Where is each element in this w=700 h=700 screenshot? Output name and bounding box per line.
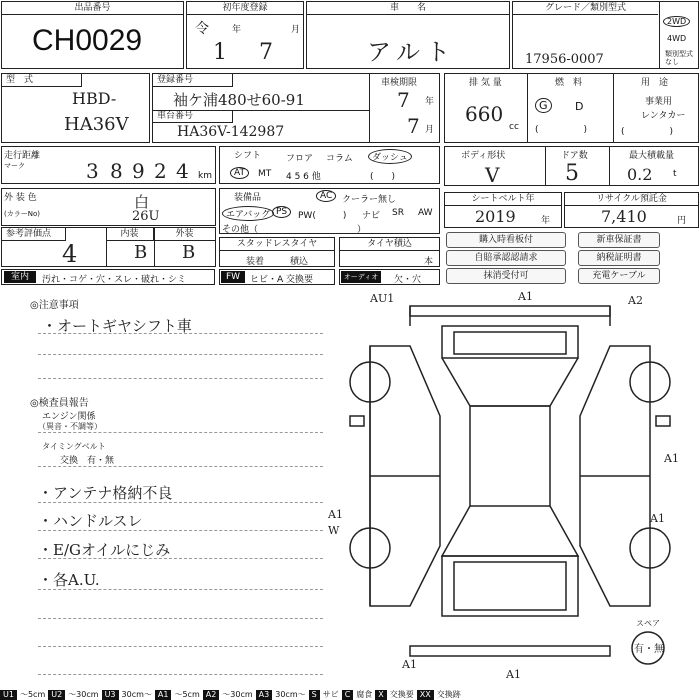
doc-item: 納税証明書 bbox=[578, 250, 660, 266]
equip-sr: SR bbox=[392, 208, 404, 218]
mileage-box bbox=[1, 146, 216, 184]
inspector-item: ・ハンドルスレ bbox=[38, 512, 143, 530]
color-code: 26U bbox=[132, 209, 160, 224]
legend-value: 30cm～ bbox=[119, 690, 155, 700]
reg-label: 登録番号 bbox=[153, 74, 233, 87]
color-sub: (カラーNo) bbox=[4, 210, 40, 218]
score-label: 参考評価点 bbox=[2, 228, 66, 241]
legend-key: A3 bbox=[256, 690, 273, 700]
legend-key: X bbox=[375, 690, 386, 700]
damage-legend bbox=[0, 690, 700, 700]
exterior-label: 外装 bbox=[154, 228, 215, 241]
seatbelt-unit: 年 bbox=[541, 216, 551, 226]
legend-value: ～5cm bbox=[17, 690, 48, 700]
tire-load-label: タイヤ積込 bbox=[340, 238, 439, 251]
recycle-unit: 円 bbox=[677, 216, 687, 226]
grade-label: グレード／類別型式 bbox=[513, 2, 658, 15]
displacement-label: 排 気 量 bbox=[469, 78, 502, 88]
score-box bbox=[1, 227, 216, 267]
body-box bbox=[444, 146, 699, 186]
damage-mark: A2 bbox=[628, 294, 643, 307]
reg-value: 袖ケ浦480せ60-91 bbox=[173, 91, 305, 109]
capacity-label: 最大積載量 bbox=[629, 151, 675, 161]
inspector-label: ◎検査員報告 bbox=[30, 398, 89, 409]
fuel-d: D bbox=[575, 100, 584, 113]
equip-cooler: クーラー bbox=[342, 195, 379, 205]
doors-value: 5 bbox=[565, 161, 579, 186]
drive-2wd: 2WD bbox=[663, 16, 690, 27]
era: 令 bbox=[195, 21, 209, 37]
first-reg-box bbox=[186, 1, 304, 69]
grade-code: 17956-0007 bbox=[525, 52, 604, 67]
spare-label: スペア bbox=[636, 619, 660, 628]
note-line bbox=[38, 674, 323, 675]
fw-label: FW bbox=[221, 271, 245, 283]
doc-item: 自賠承認認請求 bbox=[446, 250, 566, 266]
legend-value: 交換要 bbox=[387, 690, 417, 700]
studless-box bbox=[219, 237, 335, 267]
doc-item: 購入時看板付 bbox=[446, 232, 566, 248]
equip-none: 無し bbox=[378, 195, 397, 205]
damage-mark: A1 bbox=[664, 452, 679, 465]
fw-box bbox=[219, 269, 335, 285]
note-line bbox=[38, 646, 323, 647]
recycle-label: リサイクル預託金 bbox=[565, 193, 698, 206]
damage-mark: W bbox=[328, 524, 340, 537]
note-line bbox=[38, 502, 323, 503]
note-line bbox=[38, 618, 323, 619]
equip-ps: PS bbox=[272, 206, 291, 218]
inspection-month: 7 bbox=[407, 114, 420, 138]
inspection-label: 車検期限 bbox=[381, 78, 418, 88]
color-value: 白 bbox=[134, 193, 150, 211]
usage-commercial: 事業用 bbox=[645, 97, 673, 107]
legend-value: 30cm～ bbox=[272, 690, 308, 700]
legend-key: C bbox=[342, 690, 354, 700]
model-label: 型 式 bbox=[2, 74, 82, 87]
usage-paren: ( ) bbox=[621, 127, 674, 137]
reg-year: 1 bbox=[213, 40, 227, 65]
drive-4wd: 4WD bbox=[667, 34, 687, 43]
body-label: ボディ形状 bbox=[461, 151, 506, 161]
interior-label: 内装 bbox=[106, 228, 154, 241]
recycle-box bbox=[564, 192, 699, 228]
model-box bbox=[1, 73, 150, 143]
mileage-digit: 9 bbox=[132, 159, 145, 183]
lot-box bbox=[1, 1, 184, 69]
engine-label: エンジン関係 bbox=[42, 412, 96, 422]
car-name-box bbox=[306, 1, 510, 69]
model-line1: HBD- bbox=[72, 89, 117, 108]
fw-text: ヒビ・A 交換要 bbox=[250, 275, 314, 285]
doc-item: 抹消受付可 bbox=[446, 268, 566, 284]
legend-value: 腐食 bbox=[353, 690, 375, 700]
damage-mark: A1 bbox=[518, 290, 533, 303]
displacement-value: 660 bbox=[465, 102, 504, 126]
usage-rental: レンタカー bbox=[641, 111, 686, 121]
studless-label: スタッドレスタイヤ bbox=[220, 238, 334, 251]
note-line bbox=[38, 333, 323, 334]
equip-aw: AW bbox=[418, 208, 433, 218]
fuel-g: G bbox=[535, 98, 552, 113]
damage-mark: A1 bbox=[650, 512, 665, 525]
grade-box bbox=[512, 1, 699, 69]
notes-text: ・オートギヤシフト車 bbox=[42, 317, 192, 335]
inspector-item: ・各A.U. bbox=[38, 571, 100, 589]
legend-value: ～30cm bbox=[65, 690, 101, 700]
fuel-label: 燃 料 bbox=[555, 78, 583, 88]
inspection-month-unit: 月 bbox=[425, 125, 435, 135]
car-name: アルト bbox=[367, 38, 457, 66]
inspection-year: 7 bbox=[397, 88, 410, 112]
displacement-unit: cc bbox=[509, 122, 519, 132]
cabin-box bbox=[1, 269, 215, 285]
doc-item: 新車保証書 bbox=[578, 232, 660, 248]
note-line bbox=[38, 558, 323, 559]
usage-label: 用 途 bbox=[641, 78, 669, 88]
equip-other: その他（ ） bbox=[222, 225, 367, 235]
inspection-year-unit: 年 bbox=[425, 97, 435, 107]
spare-value: 有・無 bbox=[634, 644, 664, 655]
legend-value: ～30cm bbox=[219, 690, 255, 700]
note-line bbox=[38, 432, 323, 433]
car-name-label: 車 名 bbox=[307, 2, 509, 15]
mileage-digit: 4 bbox=[176, 159, 189, 183]
equipment-box bbox=[219, 188, 440, 234]
audio-box bbox=[339, 269, 440, 285]
damage-mark: AU1 bbox=[370, 292, 395, 305]
tire-load-box bbox=[339, 237, 440, 267]
shift-paren: ( ) bbox=[370, 172, 396, 182]
seatbelt-value: 2019 bbox=[475, 207, 516, 226]
doors-label: ドア数 bbox=[561, 151, 588, 161]
displacement-box bbox=[444, 73, 699, 143]
damage-mark: A1 bbox=[328, 508, 343, 521]
legend-value: サビ bbox=[320, 690, 342, 700]
legend-key: XX bbox=[417, 690, 434, 700]
shift-floor: フロア bbox=[286, 154, 314, 164]
legend-key: S bbox=[309, 690, 320, 700]
equip-ac: AC bbox=[316, 190, 336, 202]
color-label: 外 装 色 bbox=[4, 193, 37, 203]
note-line bbox=[38, 378, 323, 379]
seatbelt-label: シートベルト年 bbox=[445, 193, 561, 206]
studless-fit: 装着 bbox=[246, 257, 265, 267]
first-reg-label: 初年度登録 bbox=[187, 2, 303, 15]
shift-dash: ダッシュ bbox=[368, 149, 412, 164]
legend-key: U1 bbox=[0, 690, 17, 700]
legend-key: A1 bbox=[155, 690, 172, 700]
notes-label: ◎注意事項 bbox=[30, 300, 79, 311]
score-value: 4 bbox=[62, 240, 78, 268]
mileage-sub: マーク bbox=[4, 162, 25, 170]
inspector-item: ・E/Gオイルにじみ bbox=[38, 541, 171, 559]
registration-box bbox=[152, 73, 440, 143]
shift-box bbox=[219, 146, 440, 184]
shift-at: AT bbox=[230, 167, 249, 179]
cabin-label: 室内 bbox=[4, 271, 36, 283]
engine-sub: （異音・不調等） bbox=[38, 422, 102, 431]
inspector-item: ・アンテナ格納不良 bbox=[38, 484, 173, 502]
note-line bbox=[38, 466, 323, 467]
interior-value: B bbox=[134, 242, 148, 263]
lot-label: 出品番号 bbox=[2, 2, 183, 15]
capacity-unit: t bbox=[673, 169, 677, 179]
mileage-digit: 3 bbox=[86, 159, 99, 183]
fuel-paren: ( ) bbox=[535, 125, 588, 135]
equip-navi: ナビ bbox=[362, 211, 381, 221]
year-unit: 年 bbox=[232, 25, 242, 35]
shift-gears: 4 5 6 他 bbox=[286, 172, 321, 182]
mileage-label: 走行距離 bbox=[4, 151, 41, 161]
color-box bbox=[1, 188, 216, 226]
note-line bbox=[38, 589, 323, 590]
shift-column: コラム bbox=[326, 154, 353, 164]
note-line bbox=[38, 530, 323, 531]
legend-key: U3 bbox=[102, 690, 119, 700]
mileage-digit: 8 bbox=[110, 159, 123, 183]
reg-month: 7 bbox=[259, 40, 273, 65]
legend-value: 交換跡 bbox=[434, 690, 464, 700]
legend-key: U2 bbox=[48, 690, 65, 700]
shift-mt: MT bbox=[258, 169, 272, 179]
cabin-text: 汚れ・コゲ・穴・スレ・破れ・シミ bbox=[42, 275, 187, 285]
doc-item: 充電ケーブル bbox=[578, 268, 660, 284]
equip-airbag: エアバッグ bbox=[222, 206, 274, 221]
mileage-unit: km bbox=[198, 171, 212, 181]
audio-text: 欠・穴 bbox=[394, 275, 422, 285]
equipment-label: 装備品 bbox=[234, 193, 262, 203]
shift-label: シフト bbox=[234, 151, 262, 161]
damage-mark: A1 bbox=[506, 668, 521, 681]
exterior-value: B bbox=[182, 242, 196, 263]
tire-load-unit: 本 bbox=[424, 257, 434, 267]
model-line2: HA36V bbox=[64, 114, 129, 135]
month-unit: 月 bbox=[291, 25, 301, 35]
audio-label: オーディオ bbox=[341, 271, 381, 283]
equip-pw: PW( ) bbox=[298, 211, 347, 221]
recycle-value: 7,410 bbox=[601, 207, 647, 226]
chassis-value: HA36V-142987 bbox=[177, 124, 285, 140]
capacity-value: 0.2 bbox=[627, 165, 653, 184]
mileage-digit: 2 bbox=[154, 159, 167, 183]
body-value: V bbox=[485, 163, 500, 187]
studless-load: 積込 bbox=[290, 257, 309, 267]
car-damage-diagram bbox=[330, 286, 700, 690]
seatbelt-box bbox=[444, 192, 562, 228]
type-label: 類別型式 なし bbox=[665, 50, 693, 66]
legend-value: ～5cm bbox=[171, 690, 202, 700]
chassis-label: 車台番号 bbox=[153, 110, 233, 123]
legend-key: A2 bbox=[203, 690, 220, 700]
timing-label: タイミングベルト bbox=[42, 442, 106, 451]
note-line bbox=[38, 354, 323, 355]
lot-number: CH0029 bbox=[32, 24, 143, 57]
timing-value: 交換 有・無 bbox=[60, 456, 115, 466]
damage-mark: A1 bbox=[402, 658, 417, 671]
